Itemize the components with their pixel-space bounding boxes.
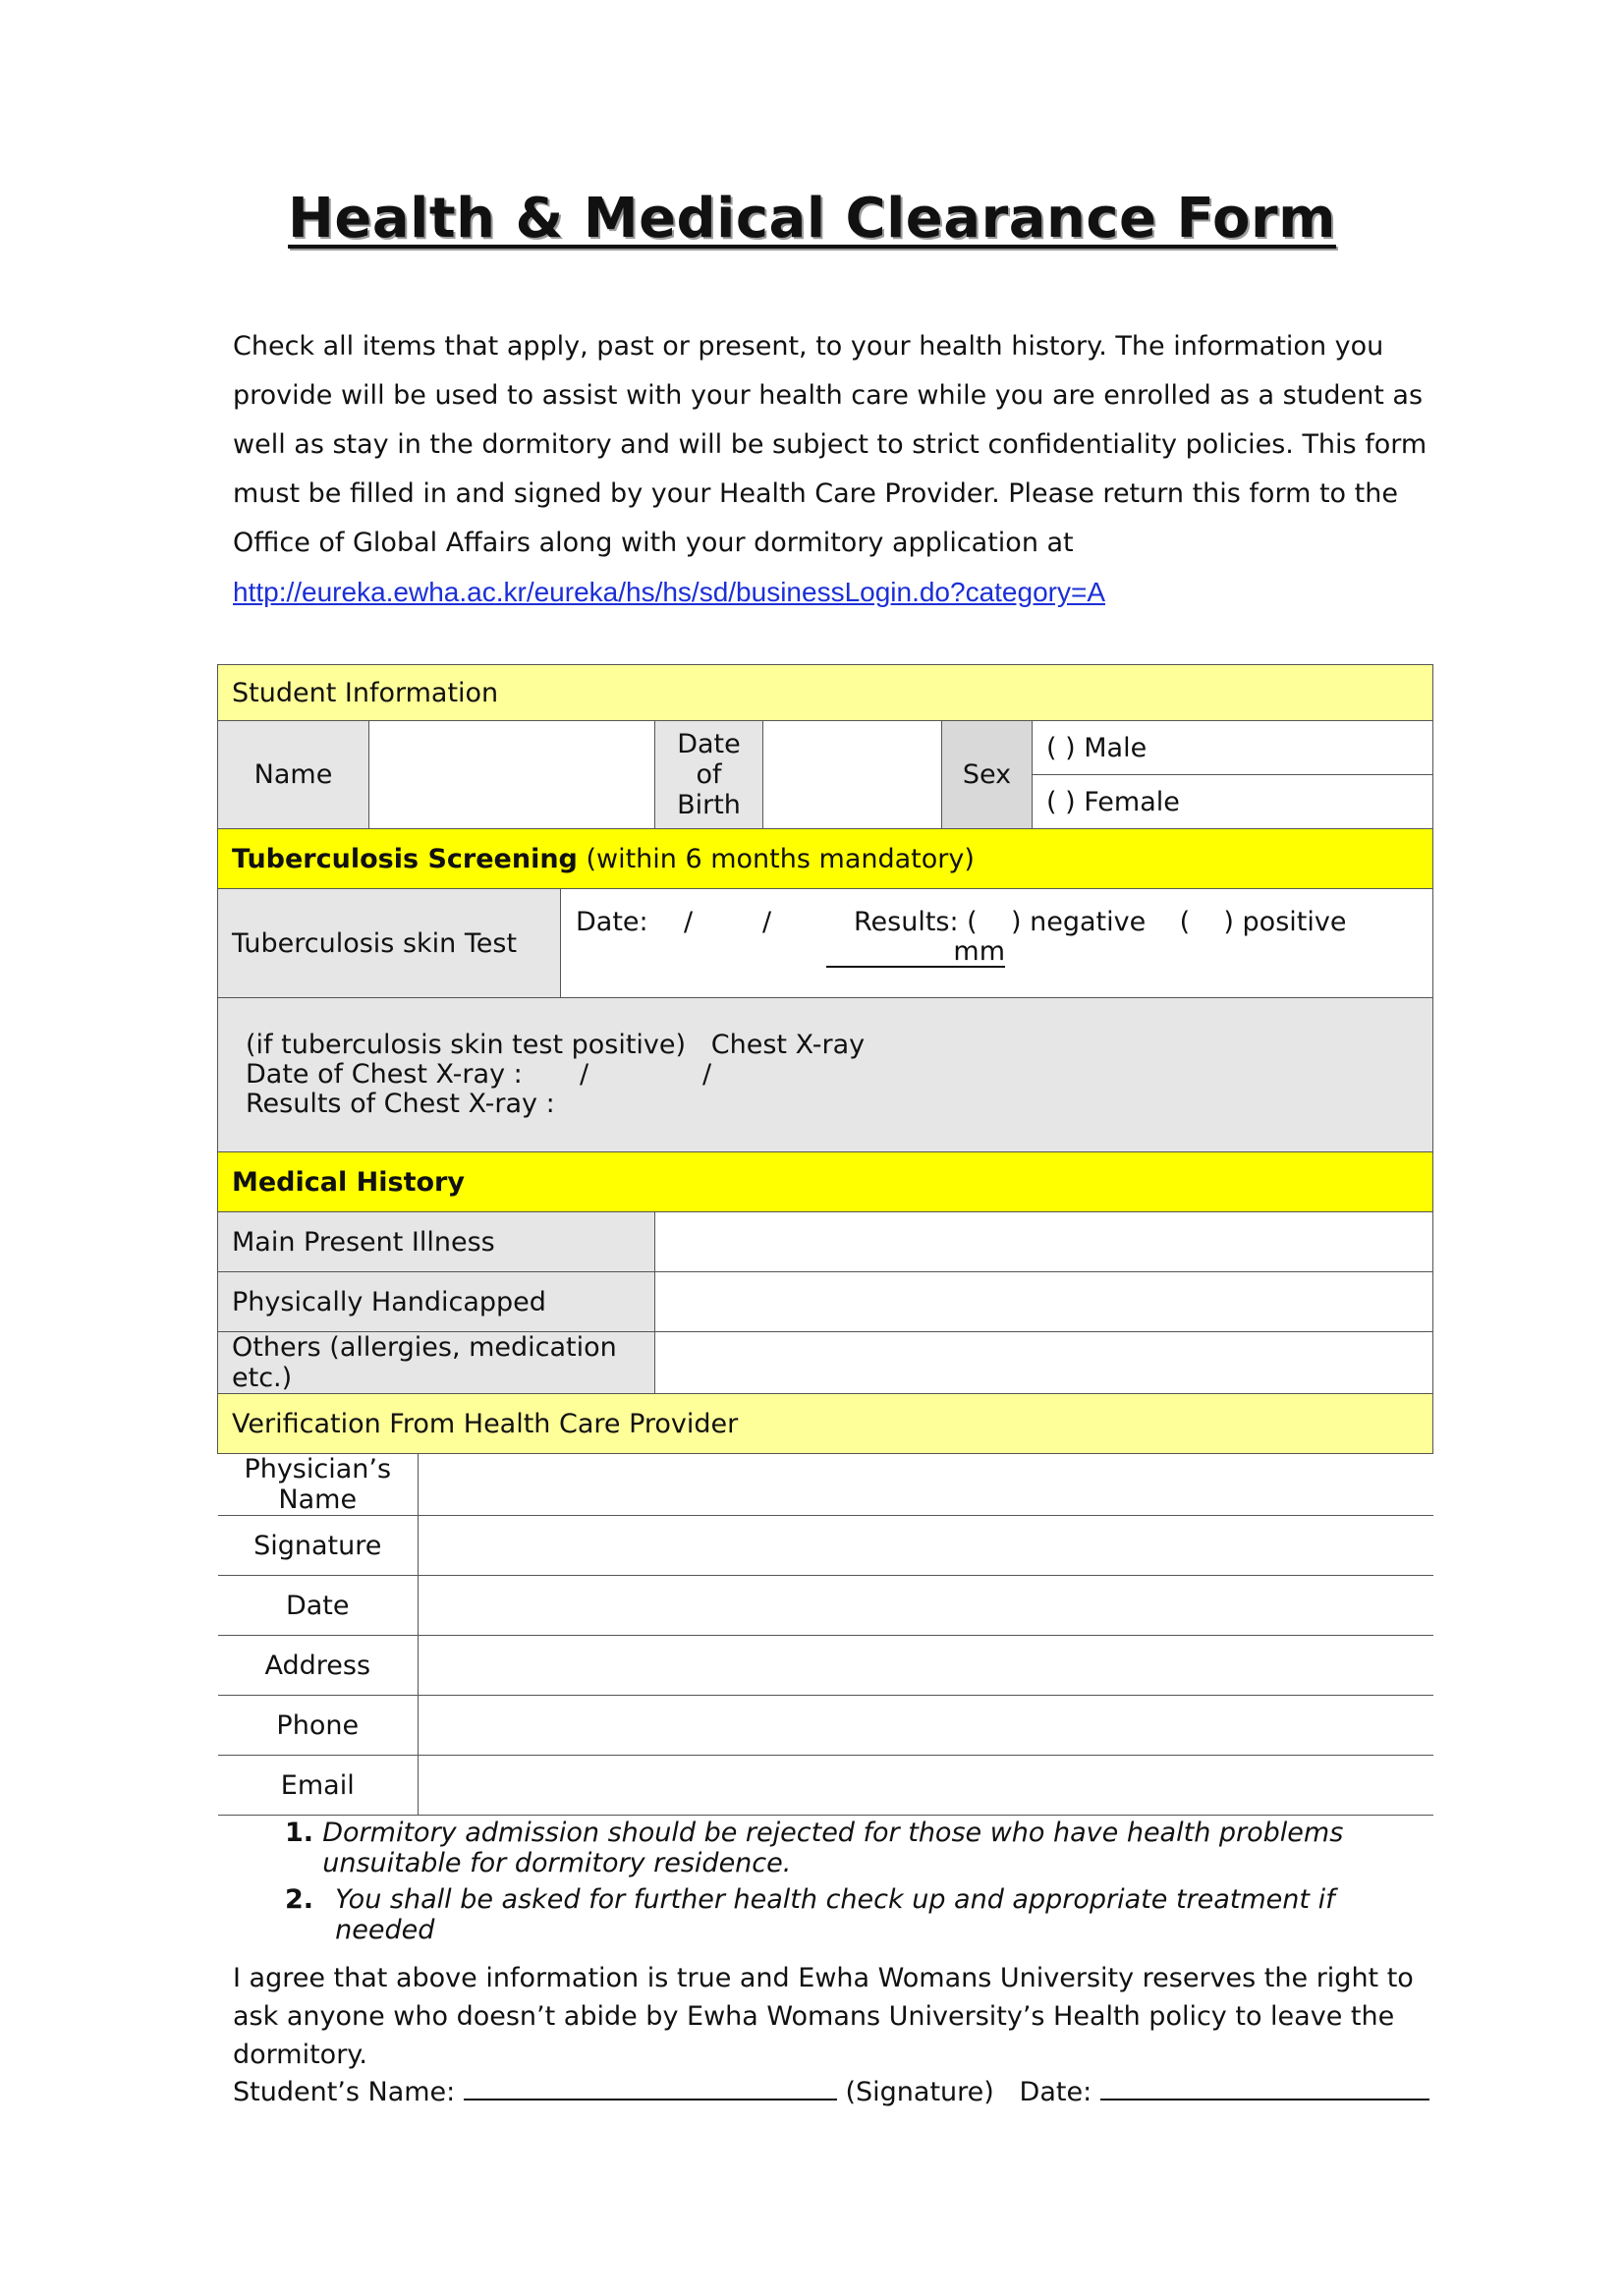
student-signature-line — [233, 2073, 1441, 2107]
main-present-illness-label: Main Present Illness — [218, 1212, 655, 1272]
tb-skin-test-label: Tuberculosis skin Test — [218, 889, 561, 998]
chest-xray-slash-2: / — [702, 1059, 712, 1090]
chest-xray-intro: (if tuberculosis skin test positive) Chest X-ray — [246, 1030, 866, 1060]
name-field[interactable] — [369, 721, 655, 829]
phone-label: Phone — [218, 1696, 419, 1756]
signature-field[interactable] — [419, 1516, 1433, 1576]
tb-results: Results: ( ) negative ( ) positive — [854, 907, 1347, 937]
tb-header-title: Tuberculosis Screening — [232, 843, 578, 874]
tb-date-label: Date: — [576, 907, 648, 937]
note-number: 1. — [285, 1818, 314, 1848]
main-present-illness-field[interactable] — [655, 1212, 1433, 1272]
notes-list — [285, 1818, 1425, 1951]
name-label: Name — [218, 721, 369, 829]
sex-label: Sex — [942, 721, 1033, 829]
tb-date-slash-1: / — [684, 907, 694, 937]
verification-header: Verification From Health Care Provider — [218, 1394, 1433, 1454]
note-text: Dormitory admission should be rejected for those who have health problems unsuitable for dormitory residence. — [322, 1818, 1344, 1878]
page-title: Health & Medical Clearance Form — [288, 187, 1336, 251]
dob-label: Date of Birth — [655, 721, 763, 829]
date-field[interactable] — [419, 1576, 1433, 1636]
application-link[interactable]: http://eureka.ewha.ac.kr/eureka/hs/hs/sd/businessLogin.do?category=A — [233, 577, 1105, 607]
female-option[interactable]: ( ) Female — [1033, 775, 1433, 829]
note-number: 2. — [285, 1884, 314, 1915]
tb-header — [218, 829, 1433, 889]
note-item — [285, 1818, 1425, 1878]
signature-label-text: (Signature) — [845, 2077, 994, 2107]
student-date-label: Date: — [1019, 2077, 1092, 2107]
chest-xray-results-label: Results of Chest X-ray : — [246, 1089, 555, 1119]
tb-mm-blank[interactable]: mm — [826, 938, 1005, 968]
others-label: Others (allergies, medication etc.) — [218, 1332, 655, 1394]
physically-handicapped-field[interactable] — [655, 1272, 1433, 1332]
address-field[interactable] — [419, 1636, 1433, 1696]
intro-text: Check all items that apply, past or present, to your health history. The information you provide will be used to assist with your health care while you are enrolled as a student as well as stay in the dormitory and will be subject to strict confidentiality policies. This form must be filled in and signed by your Health Care Provider. Please return this form to the Office of Global Affairs along with your dormitory application at — [233, 331, 1428, 558]
student-name-label: Student’s Name: — [233, 2077, 456, 2107]
agreement-text: I agree that above information is true and Ewha Womans University reserves the right to ask anyone who doesn’t abide by Ewha Womans University’s Health policy to leave the dormitory. — [233, 1963, 1414, 2070]
dob-field[interactable] — [763, 721, 942, 829]
others-field[interactable] — [655, 1332, 1433, 1394]
tb-date-slash-2: / — [762, 907, 772, 937]
chest-xray-section[interactable] — [218, 998, 1433, 1152]
tb-skin-test-entry[interactable] — [561, 889, 1433, 998]
note-item — [285, 1884, 1425, 1945]
phone-field[interactable] — [419, 1696, 1433, 1756]
email-field[interactable] — [419, 1756, 1433, 1816]
physically-handicapped-label: Physically Handicapped — [218, 1272, 655, 1332]
clearance-form-table — [217, 664, 1433, 1816]
note-text: You shall be asked for further health check up and appropriate treatment if needed — [335, 1884, 1335, 1945]
chest-xray-date-label: Date of Chest X-ray : — [246, 1059, 523, 1090]
tb-header-note: (within 6 months mandatory) — [577, 843, 975, 874]
male-option[interactable]: ( ) Male — [1033, 721, 1433, 775]
medical-history-header: Medical History — [218, 1152, 1433, 1212]
address-label: Address — [218, 1636, 419, 1696]
email-label: Email — [218, 1756, 419, 1816]
physician-name-label: Physician’s Name — [218, 1454, 419, 1516]
student-date-blank[interactable] — [1100, 2073, 1429, 2100]
student-info-header: Student Information — [218, 665, 1433, 721]
student-name-blank[interactable] — [464, 2073, 837, 2100]
physician-name-field[interactable] — [419, 1454, 1433, 1516]
date-label: Date — [218, 1576, 419, 1636]
intro-paragraph — [233, 322, 1441, 618]
signature-label: Signature — [218, 1516, 419, 1576]
chest-xray-slash-1: / — [580, 1059, 589, 1090]
